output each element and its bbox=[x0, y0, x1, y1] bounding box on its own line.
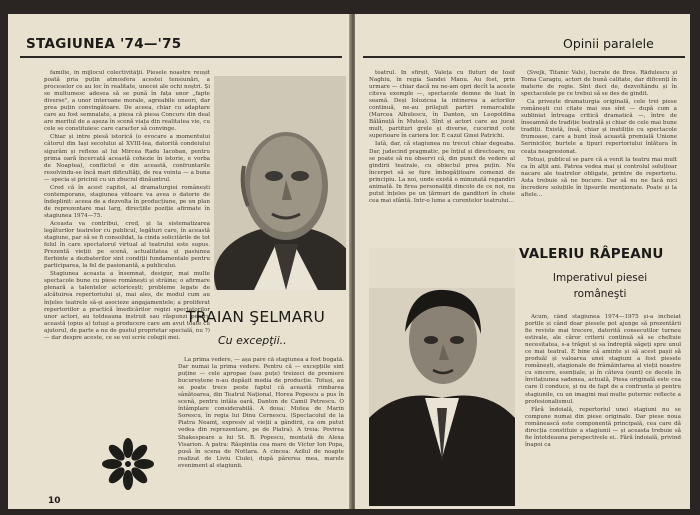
paragraph: Iată, dar, că stagiunea nu trecut chiar degeaba. Dar, judecind pragmatic, pe înțiul și directoare, nu se poate să nu observi că, din punct de vedere al gindirii teatrale, cu obiectul prea puțin. Nu încerpet să se fure îmbogățitoare comenzi de principiu. La noi, unde există o minunată regandiri animată. In firea personaliții dincolo de ce noi, nu putut înțeles pe un țărmuri de ganditori în cheie cea mai sfântă. Intr-o lume a curentelor teatrului... bbox=[369, 141, 515, 204]
article-title-selmaru: Cu excepţii.. bbox=[218, 334, 287, 347]
paragraph: Totuși, publicul se pare că a venit la teatru mai mult ca în alții ani. Patrea vedea mai și controlul soluțioar nacare ale teatrelor obligate, printre de repertoriu. Asta trebuie să ne bucure. Dar să nu ne facă nici încredere soluțiile în lipsurile menționate. Poate și la altele... bbox=[521, 156, 677, 198]
left-section-title: STAGIUNEA '74—'75 bbox=[26, 36, 182, 52]
paragraph: Chiar și intre piesă istorică (o evocare a momentului câtorul din Iași secolului al XVIII-lea, datorită condeiului sigurăm și reflexe al lui Mircea Radu Iacoban, pentru prima oară încercată această cohezie în istorie, e vorba de Noaptea), conflictul e din această, confruntarile resolvindu-se încă mari dificultăţi, de rea vointa — a buna — specia și pricinii cu un zbuciul dinăuntrul. bbox=[44, 134, 210, 183]
author-name-rapeanu: VALERIU RÂPEANU bbox=[519, 246, 664, 262]
paragraph: familie, în mijlocul colectivităţii. Piesele noastre reușit poată pria puțin atmosfera acestei tensiunări, a proceselor ce au loc în realitate, unecei ale ochi noștri. Și se multumesc adesea să se pună în fața unor „fapte diverse", a unor interoane morale, agreabile uneori, dar prea puțin convingătoare. De aceea, chiar cu adaptare care au fost semnalate, a piesa că piesa Concurs din deal are meritul de a așeza în scenă viața din realitatea vie, cu cele se constituiesc care caracter să convinge. bbox=[44, 70, 210, 133]
right-title-rule bbox=[363, 56, 685, 58]
paragraph: Ca privește dramaturgia originală, cele trei piese românești cui citate mai sus sînt — după cum a subliniat întreaga critică dramatică —, între de înseamnă de tradiție teatrală și chiar de cele mai bune tradiții. Există, însă, chiar și inutiliție cu spectacole frumoase, care a bunt însă această premială Unione Serinicilor, burtele a tipuri repertoriului înlătura în ceața neagresionat. bbox=[521, 99, 677, 155]
author-name-selmaru: TRAIAN ŞELMARU bbox=[186, 308, 326, 326]
left-page bbox=[8, 14, 351, 509]
left-title-rule bbox=[20, 56, 342, 58]
right-column-3 bbox=[525, 314, 681, 506]
paragraph: Fără îndoială, repertoriul unei stagiuni nu se compune numai din piese originale. Dar piese noua românească este componentă principală, cea care dă direcția constituie a stagiunii — și aceasta trebuie să fie întotdeauna perspectivele ei.. Fără îndoială, privind înapoi ca bbox=[525, 406, 681, 448]
paragraph: La prima vedere, — așa pare că stagiunea a fost bogată. Dar numai la prima vedere. Pentru că — excepțiile sint puține — cele apropae (sau puțe) treizeci de premiere bucureștene n-au depășit media de producție. Totuși, au se poate trece peste faptul că această rimbarea sânătoarea, din Teatrul Național, Horea Popescu a pus în scenă, pentru intâia oară, Danton de Camil Petrescu. O întâmplare considerabilă. A doua: Mutea de Marin Sorescu, în regia lui Dinu Cernescu. (Spectacolul de la Piatra Neamț, expresiv al vieții a gândirii, ca om putut vedea din reprezentare, pe de Piatra). A treia: Povirea Shakespeare a lui St. B. Popescu, montată de Alexa Visarion. A patra: Răspintia cea mare de Victor Ion Popa, pusă în scena de Nottara. A cincea: Azilul de noapte realizat de Liviu Ciulei, după părerea mea, marele eveniment al stagiunii. bbox=[178, 357, 344, 469]
paragraph: teatrul. În sfîrșit, Valeța cu fluturi de Iosif Naghiu, în regia Sandei Manu. Au fost, prin urmare — chiar dacă nu ne-am opri decît la aceste citeva exemple —, spectacole demne de luat în seamă. Deși Iolozicea la intinerea a actorilor continuă, ne-au prilejuit partiri remarcabile (Marcea Albulescu, în Danton, un Leopoldina Bălănuță în Mutea). Sînt și actori care au jucat mult, partituri grele și diverse, cucerind cote superioare în cariera lor. E cazul Ginei Patrichi. bbox=[369, 70, 515, 140]
portrait-photo-selmaru bbox=[214, 76, 346, 290]
article-title-rapeanu-line bbox=[525, 270, 675, 302]
paragraph: Cred că în acest capitol, al dramaturgiei românești contemporane, stagiunea viitoare va avea o datorie de îndeplinit: aceea de a dezvolta în producțiune, pe un plan de reprezentare mai larg, direcțiile poziție afirmate în stagiunea 1974—75. bbox=[44, 184, 210, 219]
right-section-title: Opinii paralele bbox=[563, 36, 654, 51]
paragraph: (Svejk, Titanic Vals), lucrate de Bros. Rădulescu și Toma Caragiu, actori de bună calitate, dar dificenți în materie de regie. Sînt deci de, dezvoltându și în spectacolele pe ce trebui să se des de gindit. bbox=[521, 70, 677, 98]
article-title-rapeanu: Imperativul piesei româneşti bbox=[552, 272, 648, 300]
paragraph: Aceasta va contribui, cred, și la sistematizarea legăturilor teatrelor cu publicul, legături care, în această stagiune, par să se fi consolidat, la cinda solicitările de tot felul în care spectatorul virtual al teatrului este supus. Prezentă viețiii pe scenă, actualitatea și pasiunea flerbinte a dezbaterilor sint condiții fundamentale pentru participarea, la fel de pasionantă, a publicului. bbox=[44, 220, 210, 270]
portrait-photo-rapeanu bbox=[369, 248, 515, 506]
left-column-2 bbox=[178, 357, 344, 507]
right-page bbox=[355, 14, 690, 509]
right-column-2 bbox=[521, 70, 677, 246]
paragraph: Acum, când stagiunea 1974—1975 și-a încheiat portile și când doar piesele pot ajunge să prezentării fie reviste mai trecere, datorită consecutilor turneu estivale, ale căror criterii continuă să se cheltuie necesitatea, s-a trăgut și sa îndreptă săgeți spre unul ce mai teatral. E bine că aminte și să acest pașii să produăl și valoarea unei stagiuni a fost piesele românești, stagionale de frâmăintarea al vieții noastre cu sincere, esențiale, și în câteva (sunt) ce decele în învitațiunea sadenea, actuală, Piesa originală este cea care îl conduce, și nu de fapt de a confrunta și pentru stagiunile, cu un imagini mai multe puternic reflecte a profesionalismul. bbox=[525, 314, 681, 405]
page-number: 10 bbox=[48, 496, 61, 506]
flower-ornament bbox=[98, 434, 158, 494]
paragraph: Stagiunea aceasta a însemnat, desigur, mai multe spectacole bune cu piese românești și străine; o afirmare plenară a talentelor actoricești; probleme legate de alcătuirea repertoriului și, mai ales, de modul cum au înțeles teatrele să-și asocieze angajamentele; a proliferat repertoriilor a practică îmedicărilor regizi spectatorilor unor actori, au totdeauna instruit sau răspunzi pentru această (opus a) totuși a producere care am avut toate cu ajutorul, de parte a nu de gustul proprietar specială, nu ?) — dar despre aceste, ce se voi scrie colegii mei. bbox=[44, 271, 210, 341]
right-column-1 bbox=[369, 70, 515, 242]
